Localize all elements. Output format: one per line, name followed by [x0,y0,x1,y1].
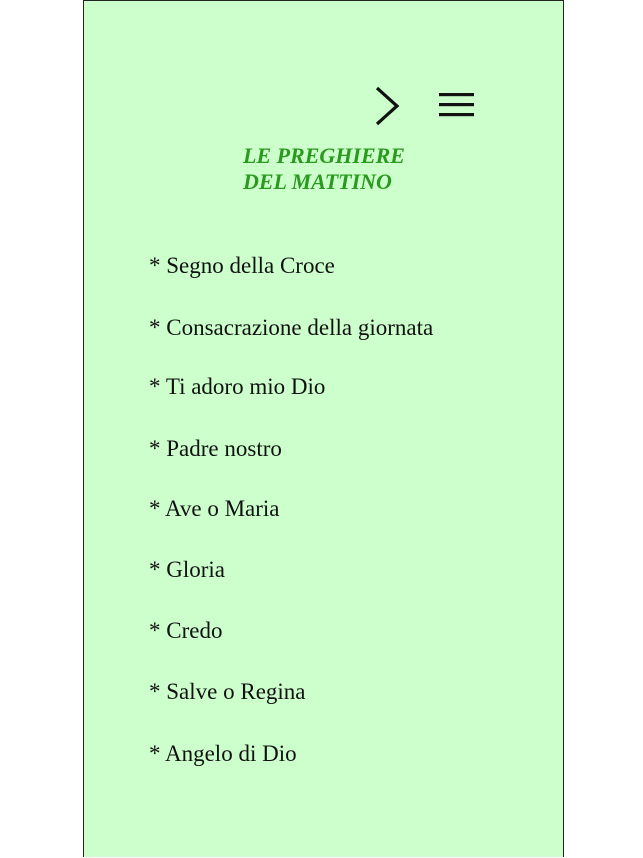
prayer-item-angelo-di-dio[interactable]: * Angelo di Dio [149,741,297,766]
app-screen [83,0,564,857]
prayer-item-salve-regina[interactable]: * Salve o Regina [149,679,306,704]
prayer-item-credo[interactable]: * Credo [149,618,223,643]
prayer-item-padre-nostro[interactable]: * Padre nostro [149,436,282,461]
prayer-item-segno-della-croce[interactable]: * Segno della Croce [149,253,335,278]
next-button[interactable] [372,85,404,127]
prayer-item-gloria[interactable]: * Gloria [149,557,226,582]
page-title-line-1: LE PREGHIERE [243,143,405,168]
prayer-item-ave-maria[interactable]: * Ave o Maria [149,496,280,521]
chevron-right-icon [372,85,404,127]
prayer-item-consacrazione[interactable]: * Consacrazione della giornata [149,315,434,340]
page-title-line-2: DEL MATTINO [243,169,392,194]
page-title [243,143,463,195]
hamburger-menu-icon [438,91,476,119]
prayer-item-ti-adoro[interactable]: * Ti adoro mio Dio [149,374,326,399]
menu-button[interactable] [438,91,476,119]
